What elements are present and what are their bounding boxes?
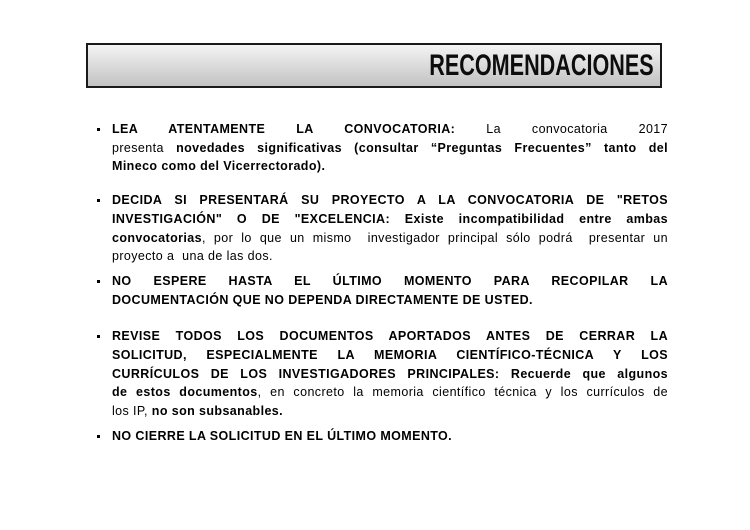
bold-text-run: DOCUMENTACIÓN QUE NO DEPENDA DIRECTAMENTE DE USTED. [112,292,533,307]
bullet-square-icon [97,128,100,131]
bold-text-run: Mineco como del Vicerrectorado). [112,159,326,174]
regular-text-run: presenta [112,140,177,155]
bullet-square-icon [97,335,100,338]
text-line [112,191,668,210]
bullet-list-item [96,327,668,421]
regular-text-run: , por lo que un mismo investigador principal sólo podrá presentar un [201,230,668,245]
bold-text-run: REVISE TODOS LOS DOCUMENTOS APORTADOS ANTES DE CERRAR LA [112,329,668,344]
regular-text-run: los IP, [112,404,152,419]
text-line [112,139,668,158]
bullet-square-icon [97,280,100,283]
bullet-list-item [96,191,668,266]
bold-text-run: CURRÍCULOS DE LOS INVESTIGADORES PRINCIPALES: Recuerde que algunos [112,366,668,381]
bold-text-run: NO CIERRE LA SOLICITUD EN EL ÚLTIMO MOMENTO. [112,428,453,443]
bold-text-run: INVESTIGACIÓN" O DE "EXCELENCIA: Existe incompatibilidad entre ambas [112,211,668,226]
text-line [112,210,668,229]
bold-text-run: no son subsanables. [151,404,284,419]
bullet-list-item [96,120,668,176]
bold-text-run: NO ESPERE HASTA EL ÚLTIMO MOMENTO PARA RECOPILAR LA [112,273,668,288]
regular-text-run: proyecto a una de las dos. [112,249,273,264]
bullet-square-icon [97,199,100,202]
bold-text-run: LEA ATENTAMENTE LA CONVOCATORIA: [112,122,456,136]
bold-text-run: novedades significativas (consultar “Preguntas Frecuentes” tanto del [176,140,668,155]
text-line [112,383,668,402]
bullet-list [96,120,668,446]
text-line [112,365,668,384]
text-line [112,120,668,139]
text-line [112,247,668,266]
regular-text-run: , en concreto la memoria científico técnica y los currículos de [257,385,668,400]
text-line [112,157,668,176]
title-bar [86,43,662,88]
text-line [112,229,668,248]
bold-text-run: DECIDA SI PRESENTARÁ SU PROYECTO A LA CONVOCATORIA DE "RETOS [112,193,668,208]
bold-text-run: de estos documentos [112,385,258,400]
text-line [112,402,668,421]
bullet-list-item [96,427,668,446]
bullet-square-icon [97,435,100,438]
bullet-list-item [96,272,668,309]
text-line [112,291,668,310]
bold-text-run: convocatorias [112,230,202,245]
bold-text-run: SOLICITUD, ESPECIALMENTE LA MEMORIA CIENTÍFICO-TÉCNICA Y LOS [112,348,668,363]
text-line [112,327,668,346]
text-line [112,427,668,446]
text-line [112,346,668,365]
regular-text-run: La convocatoria 2017 [455,122,668,136]
text-line [112,272,668,291]
page-title: RECOMENDACIONES [429,48,654,82]
